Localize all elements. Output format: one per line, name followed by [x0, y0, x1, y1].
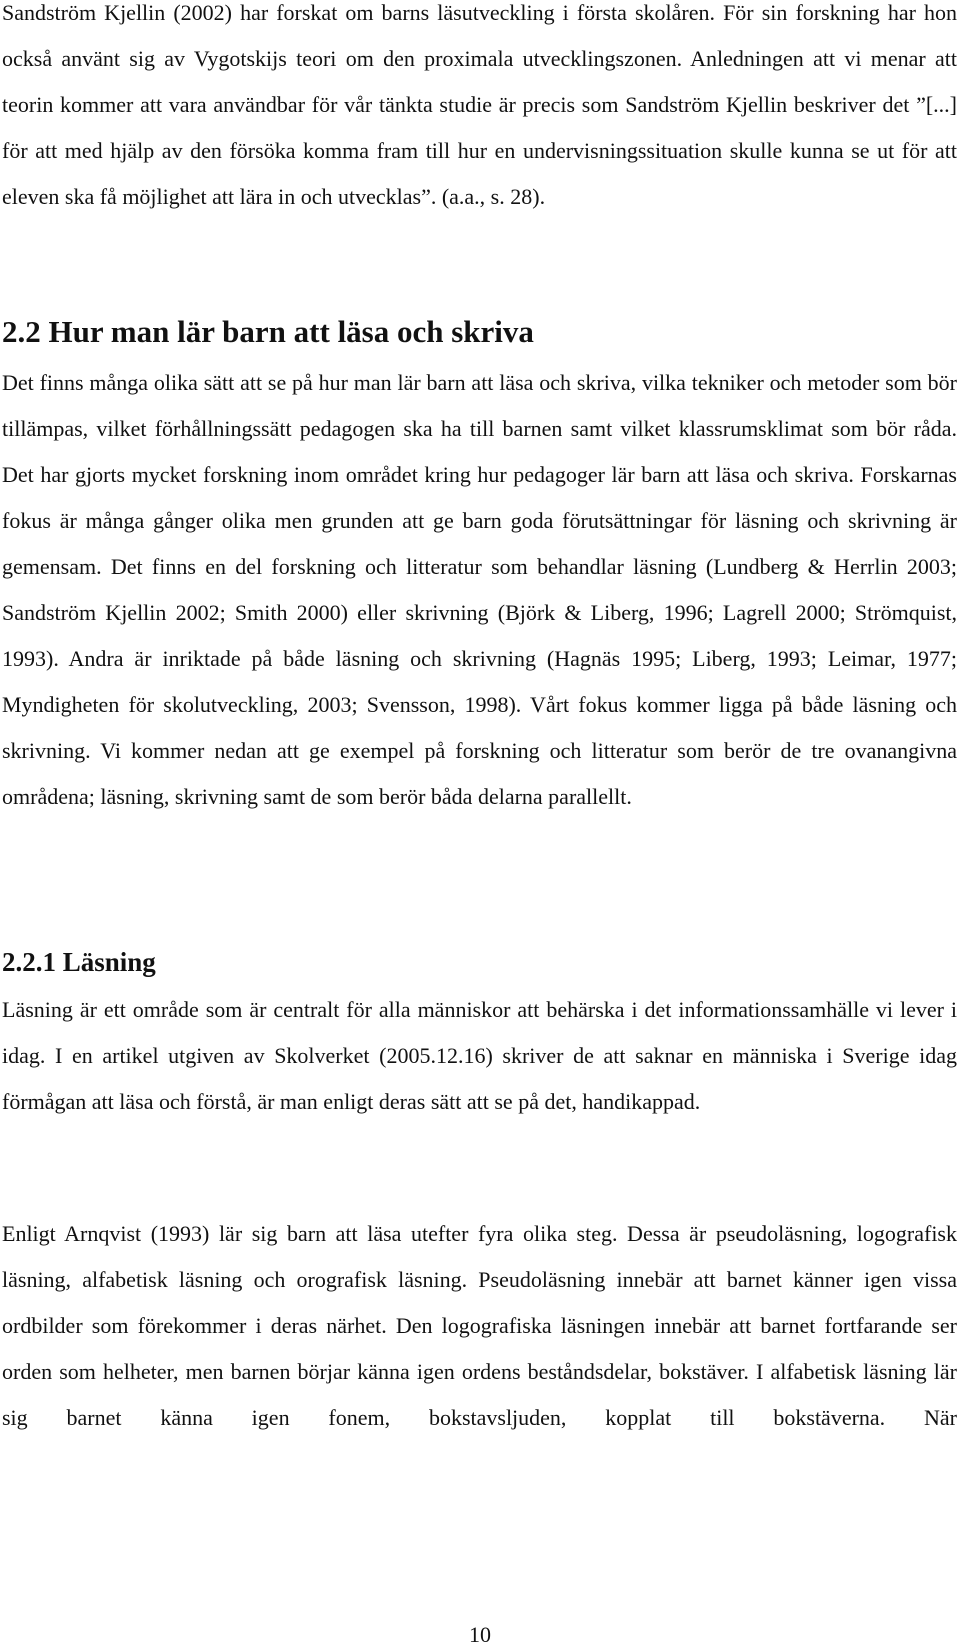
- section-heading-2-2-1: 2.2.1 Läsning: [2, 947, 156, 977]
- section-heading-2-2: 2.2 Hur man lär barn att läsa och skriva: [2, 314, 534, 349]
- intro-paragraph: Sandström Kjellin (2002) har forskat om barns läsutveckling i första skolåren. För sin forskning har hon också använt sig av Vygotskijs teori om den proximala utvecklingszonen. Anledningen att vi menar att teorin kommer att vara användbar för vår tänkta studie är precis som Sandström Kjellin beskriver det ”[...] för att med hjälp av den försöka komma fram till hur en undervisningssituation skulle kunna se ut för att eleven ska få möjlighet att lära in och utvecklas”. (a.a., s. 28).: [2, 0, 957, 209]
- section-2-2-1-paragraph-2: Enligt Arnqvist (1993) lär sig barn att läsa utefter fyra olika steg. Dessa är pseudoläsning, logografisk läsning, alfabetisk läsning och orografisk läsning. Pseudoläsning innebär att barnet känner igen vissa ordbilder som förekommer i deras närhet. Den logografiska läsningen innebär att barnet fortfarande ser orden som helheter, men barnen börjar känna igen ordens beståndsdelar, bokstäver. I alfabetisk läsning lär sig barnet känna igen fonem, bokstavsljuden, kopplat till bokstäverna. När: [2, 1221, 957, 1430]
- section-2-2-paragraph: Det finns många olika sätt att se på hur man lär barn att läsa och skriva, vilka tekniker och metoder som bör tillämpas, vilket förhållningssätt pedagogen ska ha till barnen samt vilket klassrumsklimat som bör råda. Det har gjorts mycket forskning inom området kring hur pedagoger lär barn att läsa och skriva. Forskarnas fokus är många gånger olika men grunden att ge barn goda förutsättningar för läsning och skrivning är gemensam. Det finns en del forskning och litteratur som behandlar läsning (Lundberg & Herrlin 2003; Sandström Kjellin 2002; Smith 2000) eller skrivning (Björk & Liberg, 1996; Lagrell 2000; Strömquist, 1993). Andra är inriktade på både läsning och skrivning (Hagnäs 1995; Liberg, 1993; Leimar, 1977; Myndigheten för skolutveckling, 2003; Svensson, 1998). Vårt fokus kommer ligga på både läsning och skrivning. Vi kommer nedan att ge exempel på forskning och litteratur som berör de tre ovanangivna områdena; läsning, skrivning samt de som berör båda delarna parallellt.: [2, 370, 957, 809]
- page-number: 10: [469, 1622, 491, 1647]
- section-2-2-1-paragraph-1: Läsning är ett område som är centralt för alla människor att behärska i det informationssamhälle vi lever i idag. I en artikel utgiven av Skolverket (2005.12.16) skriver de att saknar en människa i Sverige idag förmågan att läsa och förstå, är man enligt deras sätt att se på det, handikappad.: [2, 997, 957, 1114]
